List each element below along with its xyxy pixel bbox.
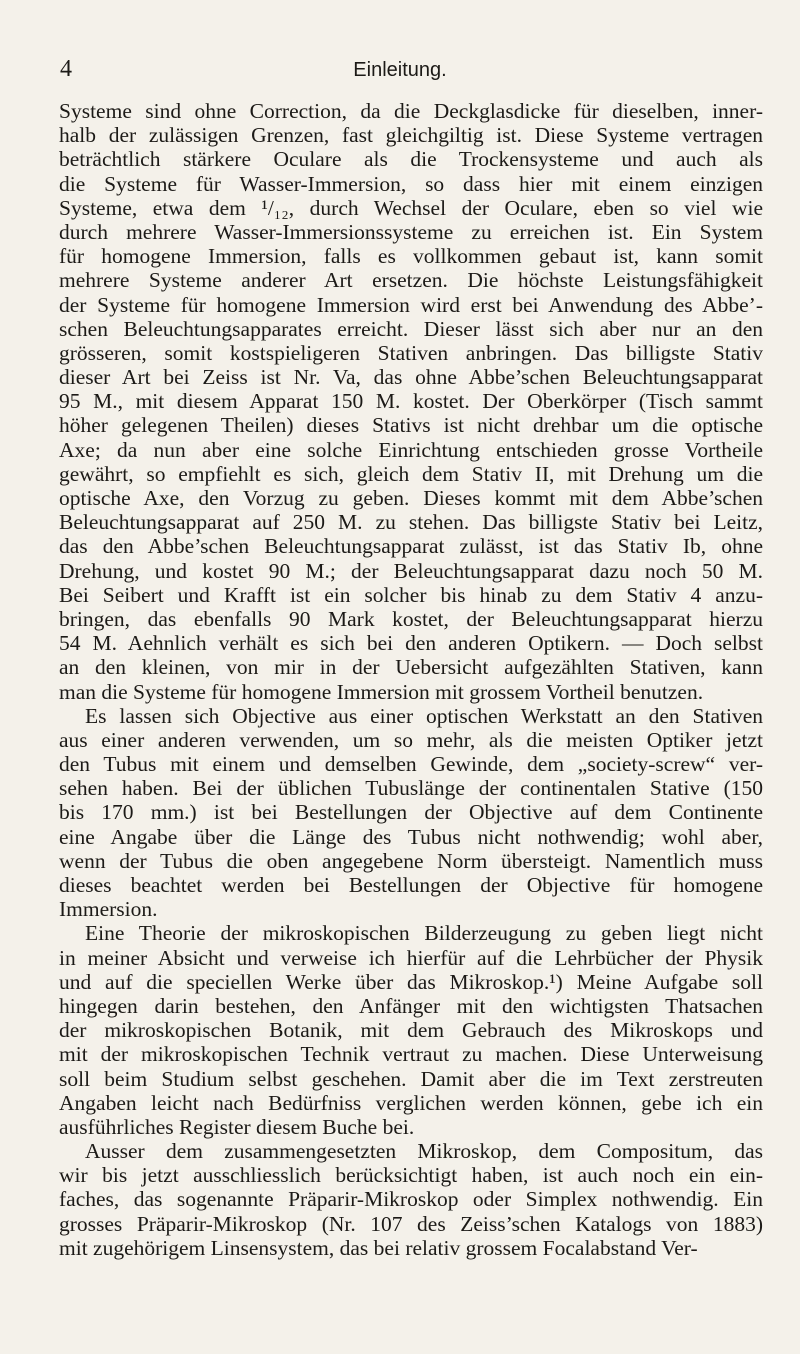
text-line: Drehung, und kostet 90 M.; der Beleuchtungsapparat dazu noch 50 M. (59, 558, 763, 583)
text-line: 54 M. Aehnlich verhält es sich bei den anderen Optikern. — Doch selbst (59, 631, 763, 656)
text-line: wir bis jetzt ausschliesslich berücksichtigt haben, ist auch noch ein ein- (59, 1163, 763, 1188)
text-line: der mikroskopischen Botanik, mit dem Gebrauch des Mikroskops und (59, 1018, 763, 1043)
text-line: Systeme, etwa dem ¹/₁₂, durch Wechsel der Oculare, eben so viel wie (59, 195, 763, 220)
text-line: für homogene Immersion, falls es vollkommen gebaut ist, kann somit (59, 244, 763, 269)
text-line: Eine Theorie der mikroskopischen Bilderzeugung zu geben liegt nicht (85, 921, 763, 946)
text-line: Ausser dem zusammengesetzten Mikroskop, dem Compositum, das (85, 1139, 763, 1164)
running-title: Einleitung. (353, 59, 447, 81)
body-text (59, 99, 763, 1260)
text-line: der Systeme für homogene Immersion wird erst bei Anwendung des Abbe’- (59, 292, 763, 317)
text-line: Systeme sind ohne Correction, da die Deckglasdicke für dieselben, inner- (59, 99, 763, 123)
text-line: und auf die speciellen Werke über das Mikroskop.¹) Meine Aufgabe soll (59, 969, 763, 994)
text-line: 95 M., mit diesem Apparat 150 M. kostet. Der Oberkörper (Tisch sammt (59, 389, 763, 414)
text-line: faches, das sogenannte Präparir-Mikroskop oder Simplex nothwendig. Ein (59, 1187, 763, 1212)
text-line: höher gelegenen Theilen) dieses Stativs ist nicht drehbar um die optische (59, 413, 763, 438)
paragraph (59, 704, 763, 922)
text-line: mit der mikroskopischen Technik vertraut zu machen. Diese Unterweisung (59, 1042, 763, 1067)
text-line: dieses beachtet werden bei Bestellungen der Objective für homogene (59, 873, 763, 897)
text-line: eine Angabe über die Länge des Tubus nicht nothwendig; wohl aber, (59, 824, 763, 849)
text-line: das den Abbe’schen Beleuchtungsapparat zulässt, ist das Stativ Ib, ohne (59, 534, 763, 559)
text-line: Angaben leicht nach Bedürfniss verglichen werden können, gebe ich ein (59, 1090, 763, 1115)
text-line: beträchtlich stärkere Oculare als die Trockensysteme und auch als (59, 147, 763, 172)
page-header (0, 56, 800, 86)
text-line: Bei Seibert und Krafft ist ein solcher bis hinab zu dem Stativ 4 anzu- (59, 582, 763, 607)
text-line: dieser Art bei Zeiss ist Nr. Va, das ohne Abbe’schen Beleuchtungsapparat (59, 365, 763, 390)
text-line: sehen haben. Bei der üblichen Tubuslänge der continentalen Stative (150 (59, 776, 763, 801)
text-line: soll beim Studium selbst geschehen. Damit aber die im Text zerstreuten (59, 1066, 763, 1091)
paragraph (59, 1139, 763, 1260)
text-line: wenn der Tubus die oben angegebene Norm übersteigt. Namentlich muss (59, 848, 763, 873)
text-line: Axe; da nun aber eine solche Einrichtung entschieden grosse Vortheile (59, 437, 763, 462)
text-line: Es lassen sich Objective aus einer optischen Werkstatt an den Stativen (85, 703, 763, 728)
text-line: hingegen darin bestehen, den Anfänger mit den wichtigsten Thatsachen (59, 993, 763, 1018)
text-line: durch mehrere Wasser-Immersionssysteme zu erreichen ist. Ein System (59, 219, 763, 244)
text-line: den Tubus mit einem und demselben Gewinde, dem „society-screw“ ver- (59, 752, 763, 777)
text-line: man die Systeme für homogene Immersion mit grossem Vortheil benutzen. (59, 679, 704, 704)
text-line: grösseren, somit kostspieligeren Stativen anbringen. Das billigste Stativ (59, 340, 763, 365)
text-line: gewährt, so empfiehlt es sich, gleich dem Stativ II, mit Drehung um die (59, 461, 763, 486)
text-line: die Systeme für Wasser-Immersion, so dass hier mit einem einzigen (59, 171, 763, 196)
page-number: 4 (60, 56, 72, 82)
text-line: grosses Präparir-Mikroskop (Nr. 107 des Zeiss’schen Katalogs von 1883) (59, 1211, 763, 1236)
paragraph (59, 921, 763, 1139)
paragraph (59, 99, 763, 704)
text-line: Beleuchtungsapparat auf 250 M. zu stehen. Das billigste Stativ bei Leitz, (59, 510, 763, 535)
text-line: schen Beleuchtungsapparates erreicht. Dieser lässt sich aber nur an den (59, 316, 763, 341)
text-line: bringen, das ebenfalls 90 Mark kostet, der Beleuchtungsapparat hierzu (59, 606, 763, 631)
text-line: aus einer anderen verwenden, um so mehr, als die meisten Optiker jetzt (59, 727, 763, 752)
text-line: mehrere Systeme anderer Art ersetzen. Die höchste Leistungsfähigkeit (59, 268, 763, 293)
text-line: in meiner Absicht und verweise ich hierfür auf die Lehrbücher der Physik (59, 945, 763, 970)
text-line: mit zugehörigem Linsensystem, das bei relativ grossem Focalabstand Ver- (59, 1235, 698, 1260)
text-line: an den kleinen, von mir in der Uebersicht aufgezählten Stativen, kann (59, 655, 763, 680)
text-line: ausführliches Register diesem Buche bei. (59, 1114, 415, 1139)
text-line: Immersion. (59, 897, 158, 922)
text-line: bis 170 mm.) ist bei Bestellungen der Objective auf dem Continente (59, 800, 763, 825)
text-line: optische Axe, den Vorzug zu geben. Dieses kommt mit dem Abbe’schen (59, 486, 763, 510)
text-line: halb der zulässigen Grenzen, fast gleichgiltig ist. Diese Systeme vertragen (59, 123, 763, 148)
